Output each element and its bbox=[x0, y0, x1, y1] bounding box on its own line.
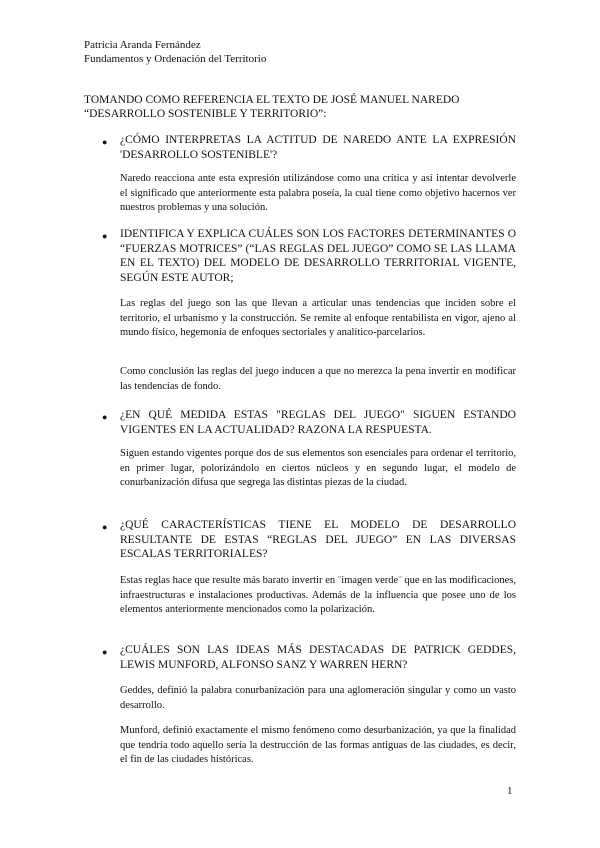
question-5: ¿CUÁLES SON LAS IDEAS MÁS DESTACADAS DE PATRICK GEDDES, LEWIS MUNFORD, ALFONSO SANZ Y WARREN HERN? bbox=[120, 644, 516, 671]
course-name: Fundamentos y Ordenación del Territorio bbox=[84, 53, 267, 65]
question-2: IDENTIFICA Y EXPLICA CUÁLES SON LOS FACTORES DETERMINANTES O “FUERZAS MOTRICES” (“LAS REGLAS DEL JUEGO” COMO SE LAS LLAMA EN EL TEXTO) DEL MODELO DE DESARROLLO TERRITORIAL VIGENTE, SEGÚN ESTE AUTOR; bbox=[120, 228, 516, 284]
question-1: ¿CÓMO INTERPRETAS LA ACTITUD DE NAREDO ANTE LA EXPRESIÓN 'DESARROLLO SOSTENIBLE'? bbox=[120, 134, 516, 161]
answer-2-paragraph-1: Las reglas del juego son las que llevan a articular unas tendencias que inciden sobre el territorio, el urbanismo y la construcción. Se remite al enfoque rentabilista en vigor, ajeno al mundo físico, hegemonía de enfoques sectoriales y analítico-parcelarios. bbox=[120, 298, 516, 338]
answer-3: Siguen estando vigentes porque dos de sus elementos son esenciales para ordenar el territorio, en primer lugar, polorizándolo en ciertos núcleos y en segundo lugar, el modelo de conurbanización difusa que segrega las distintas piezas de la ciudad. bbox=[120, 448, 516, 488]
page-number: 1 bbox=[507, 785, 513, 797]
answer-5-paragraph-1: Geddes, definió la palabra conurbanización para una aglomeración singular y como un vasto desarrollo. bbox=[120, 685, 516, 711]
bullet-icon: ● bbox=[102, 647, 108, 657]
document-title: TOMANDO COMO REFERENCIA EL TEXTO DE JOSÉ MANUEL NAREDO “DESARROLLO SOSTENIBLE Y TERRITORIO”: bbox=[84, 94, 460, 120]
question-4: ¿QUÉ CARACTERÍSTICAS TIENE EL MODELO DE DESARROLLO RESULTANTE DE ESTAS “REGLAS DEL JUEGO” EN LAS DIVERSAS ESCALAS TERRITORIALES? bbox=[120, 519, 516, 560]
question-3: ¿EN QUÉ MEDIDA ESTAS "REGLAS DEL JUEGO" SIGUEN ESTANDO VIGENTES EN LA ACTUALIDAD? RAZONA LA RESPUESTA. bbox=[120, 409, 516, 436]
author-name: Patricia Aranda Fernández bbox=[84, 39, 201, 51]
document-header bbox=[84, 38, 266, 66]
answer-2-paragraph-2: Como conclusión las reglas del juego inducen a que no merezca la pena invertir en modificar las tendencias de fondo. bbox=[120, 366, 516, 392]
bullet-icon: ● bbox=[102, 137, 108, 147]
bullet-icon: ● bbox=[102, 412, 108, 422]
answer-5-paragraph-2: Munford, definió exactamente el mismo fenómeno como desurbanización, ya que la finalidad que tendría todo aquello sería la destrucción de las formas antiguas de las ciudades, es decir, el fin de las ciudades históricas. bbox=[120, 725, 516, 765]
answer-1: Naredo reacciona ante esta expresión utilizándose como una crítica y así intentar devolverle el significado que anteriormente esta palabra poseía, la cual tiene como objetivo hacernos ver nuestros problemas y una solución. bbox=[120, 173, 516, 213]
bullet-icon: ● bbox=[102, 231, 108, 241]
bullet-icon: ● bbox=[102, 522, 108, 532]
answer-4: Estas reglas hace que resulte más barato invertir en ¨imagen verde¨ que en las modificaciones, infraestructuras e instalaciones productivas. Además de la influencia que posee uno de los elementos anteriormente mencionados como la polarización. bbox=[120, 575, 516, 615]
